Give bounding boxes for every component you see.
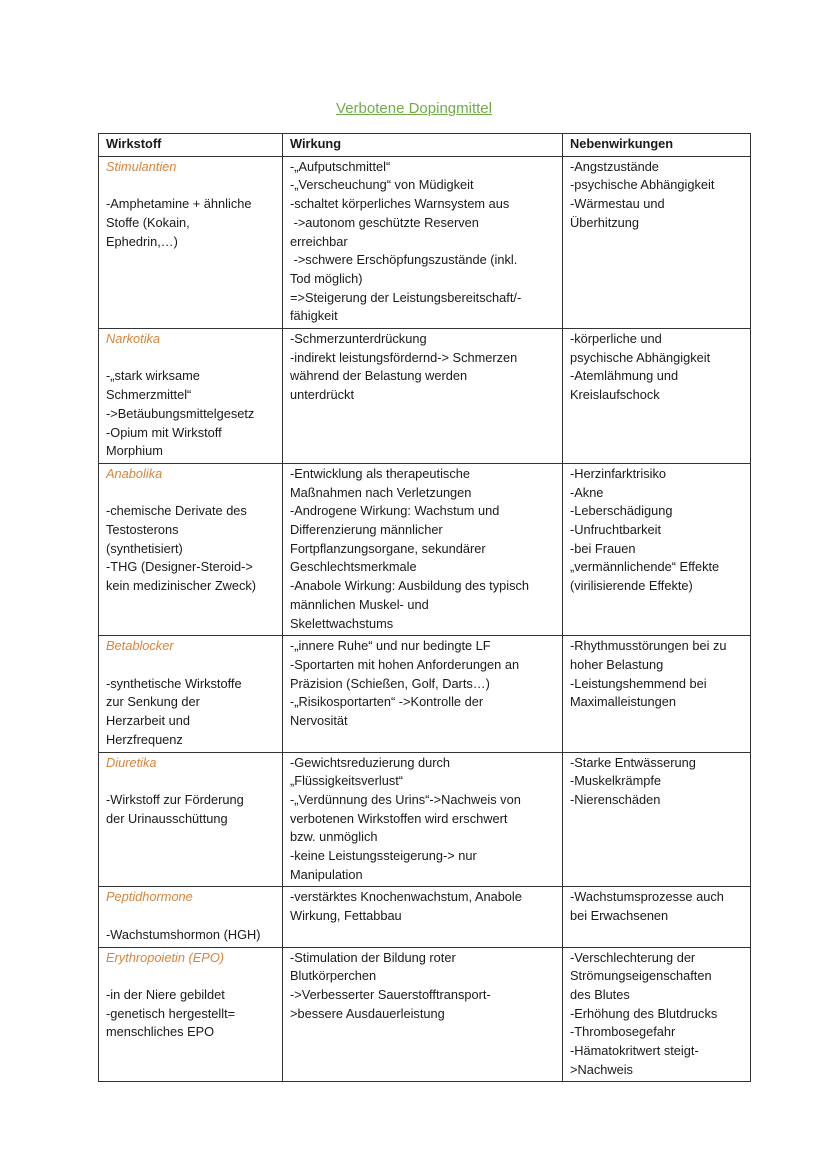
table-row bbox=[99, 752, 751, 887]
wirkstoff-cell bbox=[99, 329, 283, 464]
nebenwirkungen-cell: -Wachstumsprozesse auch bei Erwachsenen bbox=[563, 887, 751, 947]
substance-name: Narkotika bbox=[106, 331, 161, 347]
wirkung-cell: -Schmerzunterdrückung -indirekt leistungsfördernd-> Schmerzen während der Belastung werden unterdrückt bbox=[283, 329, 563, 464]
header-nebenwirkungen: Nebenwirkungen bbox=[563, 134, 751, 157]
substance-name: Peptidhormone bbox=[106, 889, 193, 905]
nebenwirkungen-cell: -Starke Entwässerung -Muskelkrämpfe -Nierenschäden bbox=[563, 752, 751, 887]
substance-description: -„stark wirksame Schmerzmittel“ ->Betäubungsmittelgesetz -Opium mit Wirkstoff Morphium bbox=[106, 368, 255, 459]
table-row bbox=[99, 329, 751, 464]
substance-name: Erythropoietin (EPO) bbox=[106, 949, 225, 965]
nebenwirkungen-cell: -körperliche und psychische Abhängigkeit -Atemlähmung und Kreislaufschock bbox=[563, 329, 751, 464]
wirkstoff-cell bbox=[99, 636, 283, 752]
substance-description: -synthetische Wirkstoffe zur Senkung der Herzarbeit und Herzfrequenz bbox=[106, 675, 242, 747]
nebenwirkungen-cell: -Rhythmusstörungen bei zu hoher Belastung -Leistungshemmend bei Maximalleistungen bbox=[563, 636, 751, 752]
nebenwirkungen-cell: -Verschlechterung der Strömungseigenschaften des Blutes -Erhöhung des Blutdrucks -Thrombosegefahr -Hämatokritwert steigt- >Nachweis bbox=[563, 947, 751, 1082]
header-wirkstoff: Wirkstoff bbox=[99, 134, 283, 157]
substance-description: -Wirkstoff zur Förderung der Urinausschüttung bbox=[106, 791, 244, 826]
document-title: Verbotene Dopingmittel bbox=[336, 100, 492, 117]
table-row bbox=[99, 636, 751, 752]
wirkstoff-cell bbox=[99, 752, 283, 887]
substance-name: Betablocker bbox=[106, 638, 174, 654]
substance-description: -chemische Derivate des Testosterons (synthetisiert) -THG (Designer-Steroid-> kein medizinischer Zweck) bbox=[106, 503, 257, 594]
substance-description: -Wachstumshormon (HGH) bbox=[106, 926, 261, 942]
wirkstoff-cell bbox=[99, 463, 283, 635]
doping-table bbox=[98, 133, 751, 1082]
wirkung-cell: -„Aufputschmittel“ -„Verscheuchung“ von Müdigkeit -schaltet körperliches Warnsystem aus ->autonom geschützte Reserven erreichbar ->schwere Erschöpfungszustände (inkl. Tod möglich) =>Steigerung der Leistungsbereitschaft/- fähigkeit bbox=[283, 156, 563, 328]
substance-description: -Amphetamine + ähnliche Stoffe (Kokain, Ephedrin,…) bbox=[106, 196, 252, 249]
wirkung-cell: -Gewichtsreduzierung durch „Flüssigkeitsverlust“ -„Verdünnung des Urins“->Nachweis von verbotenen Wirkstoffen wird erschwert bzw. unmöglich -keine Leistungssteigerung-> nur Manipulation bbox=[283, 752, 563, 887]
wirkung-cell: -Entwicklung als therapeutische Maßnahmen nach Verletzungen -Androgene Wirkung: Wachstum und Differenzierung männlicher Fortpflanzungsorgane, sekundärer Geschlechtsmerkmale -Anabole Wirkung: Ausbildung des typisch männlichen Muskel- und Skelettwachstums bbox=[283, 463, 563, 635]
wirkung-cell: -Stimulation der Bildung roter Blutkörperchen ->Verbesserter Sauerstofftransport- >bessere Ausdauerleistung bbox=[283, 947, 563, 1082]
table-row bbox=[99, 156, 751, 328]
substance-name: Diuretika bbox=[106, 754, 157, 770]
wirkstoff-cell bbox=[99, 887, 283, 947]
header-wirkung: Wirkung bbox=[283, 134, 563, 157]
nebenwirkungen-cell: -Angstzustände -psychische Abhängigkeit -Wärmestau und Überhitzung bbox=[563, 156, 751, 328]
table-header-row bbox=[99, 134, 751, 157]
table-row bbox=[99, 887, 751, 947]
wirkung-cell: -„innere Ruhe“ und nur bedingte LF -Sportarten mit hohen Anforderungen an Präzision (Schießen, Golf, Darts…) -„Risikosportarten“ ->Kontrolle der Nervosität bbox=[283, 636, 563, 752]
substance-name: Stimulantien bbox=[106, 158, 177, 174]
wirkstoff-cell bbox=[99, 947, 283, 1082]
table-row bbox=[99, 463, 751, 635]
table-row bbox=[99, 947, 751, 1082]
substance-name: Anabolika bbox=[106, 465, 163, 481]
nebenwirkungen-cell: -Herzinfarktrisiko -Akne -Leberschädigung -Unfruchtbarkeit -bei Frauen „vermännlichende“ Effekte (virilisierende Effekte) bbox=[563, 463, 751, 635]
substance-description: -in der Niere gebildet -genetisch hergestellt= menschliches EPO bbox=[106, 986, 236, 1040]
wirkung-cell: -verstärktes Knochenwachstum, Anabole Wirkung, Fettabbau bbox=[283, 887, 563, 947]
wirkstoff-cell bbox=[99, 156, 283, 328]
